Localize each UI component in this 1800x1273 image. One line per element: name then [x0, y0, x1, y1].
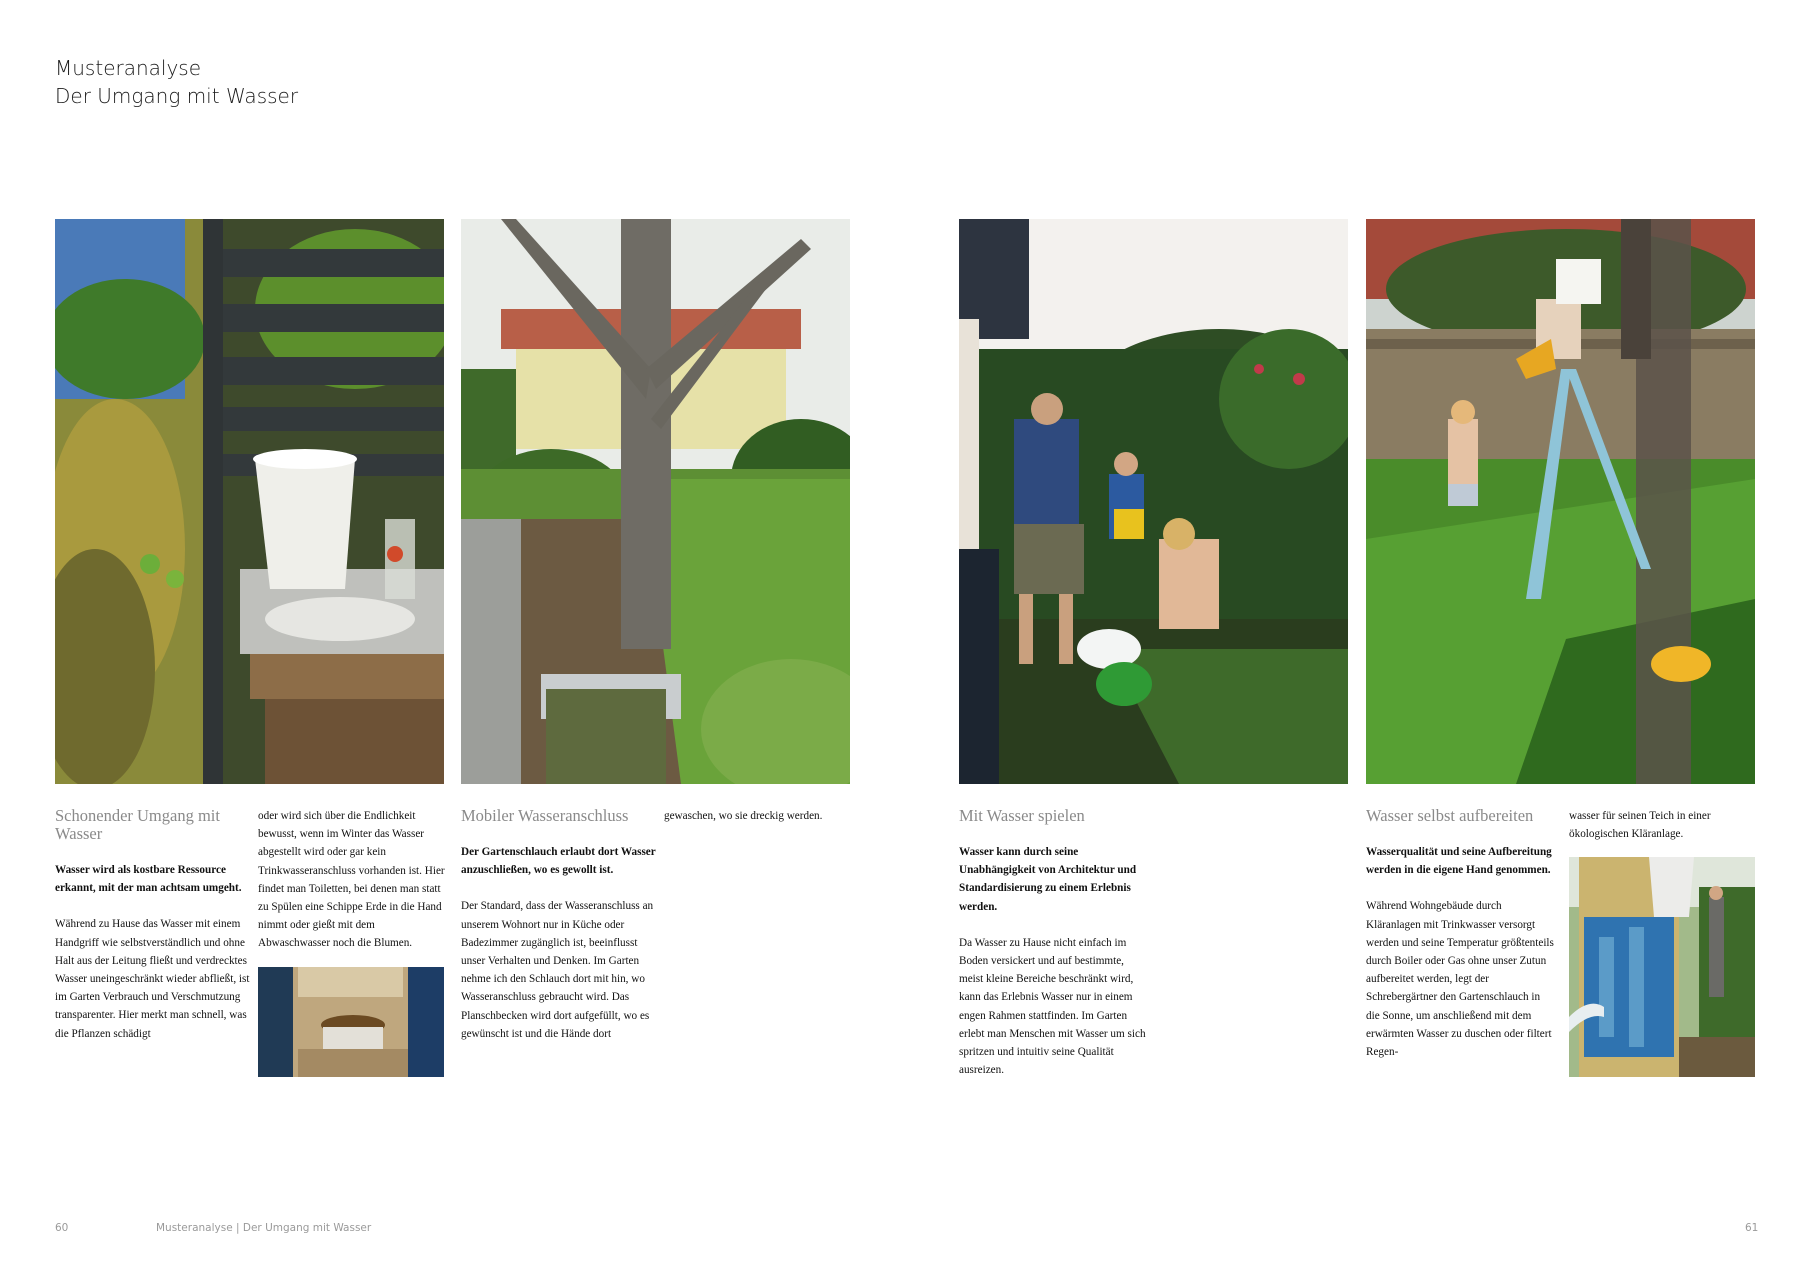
running-title: Musteranalyse | Der Umgang mit Wasser — [156, 1222, 372, 1234]
section-2-col-2 — [664, 807, 854, 843]
section-1-col-1 — [55, 861, 250, 1061]
section-2-body-1: Der Standard, dass der Wasseranschluss an unserem Wohnort nur in Küche oder Badezimmer zugänglich ist, beeinflusst unser Verhalten und Denken. Im Garten nehme ich den Schlauch dort mit hin, wo Wasseranschluss gebraucht wird. Das Planschbecken wird dort aufgefüllt, wo es gewünscht ist und die Hände dort — [461, 900, 654, 1040]
page-title-line1: Musteranalyse — [55, 56, 202, 80]
section-3-lead: Wasser kann durch seine Unabhängigkeit von Architektur und Standardisierung zu einem Erlebnis werden. — [959, 846, 1137, 913]
section-4-body-1: Während Wohngebäude durch Kläranlagen mit Trinkwasser versorgt werden und seine Temperatur größtenteils durch Boiler oder Gas ohne unser Zutun aufbereitet werden, legt der Schrebergärtner den Gartenschlauch in die Sonne, um anschließend mit dem erwärmten Wasser zu duschen oder filtert Regen- — [1366, 900, 1554, 1059]
section-4-col-1 — [1366, 843, 1556, 1079]
section-2-body-2: gewaschen, wo sie dreckig werden. — [664, 810, 823, 822]
ladder-watering-photo — [1366, 219, 1755, 784]
section-3-body-1: Da Wasser zu Hause nicht einfach im Boden versickert und auf bestimmte, meist kleine Bereiche beschränkt wird, kann das Erlebnis Wasser nur in einem engen Rahmen stattfinden. Im Garten erlebt man Menschen mit Wasser um sich spritzen und intuitiv seine Qualität ausreizen. — [959, 936, 1146, 1077]
section-heading-water-play: Mit Wasser spielen — [959, 806, 1085, 825]
garden-tree-photo — [461, 219, 850, 784]
section-heading-water-treatment: Wasser selbst aufbereiten — [1366, 806, 1534, 825]
section-1-body-1: Während zu Hause das Wasser mit einem Handgriff wie selbstverständlich und ohne Halt aus der Leitung fließt und verdrecktes Wasser uneingeschränkt wieder abfließt, ist im Garten Verbrauch und Verschmutzung transparenter. Hier merkt man schnell, was die Pflanzen schädigt — [55, 918, 250, 1040]
section-2-lead: Der Gartenschlauch erlaubt dort Wasser anzuschließen, wo es gewollt ist. — [461, 846, 656, 877]
section-heading-mobile-water: Mobiler Wasseranschluss — [461, 806, 629, 825]
section-2-col-1 — [461, 843, 656, 1061]
section-1-lead: Wasser wird als kostbare Ressource erkannt, mit der man achtsam umgeht. — [55, 864, 242, 895]
page-header — [55, 54, 298, 110]
section-3-col-1 — [959, 843, 1149, 1097]
section-4-body-2: wasser für seinen Teich in einer ökologischen Kläranlage. — [1569, 810, 1711, 841]
section-1-body-2: oder wird sich über die Endlichkeit bewusst, wenn im Winter das Wasser abgestellt wird oder gar kein Trinkwasseranschluss vorhanden ist. Hier findet man Toiletten, bei denen man statt zu Spülen eine Schippe Erde in die Hand nimmt oder gießt mit dem Abwaschwasser noch die Blumen. — [258, 810, 445, 950]
solar-shower-photo — [1569, 857, 1755, 1077]
section-1-col-2 — [258, 807, 446, 971]
outhouse-toilet-photo — [258, 967, 444, 1077]
section-heading-water-conservation: Schonender Umgang mit Wasser — [55, 806, 220, 843]
section-4-lead: Wasserqualität und seine Aufbereitung werden in die eigene Hand genommen. — [1366, 846, 1552, 877]
page-number-right: 61 — [1745, 1222, 1759, 1234]
section-4-col-2 — [1569, 807, 1755, 861]
page-title-line2: Der Umgang mit Wasser — [55, 84, 299, 108]
page-number-left: 60 — [55, 1222, 69, 1234]
kids-water-play-photo — [959, 219, 1348, 784]
washbasin-photo — [55, 219, 444, 784]
